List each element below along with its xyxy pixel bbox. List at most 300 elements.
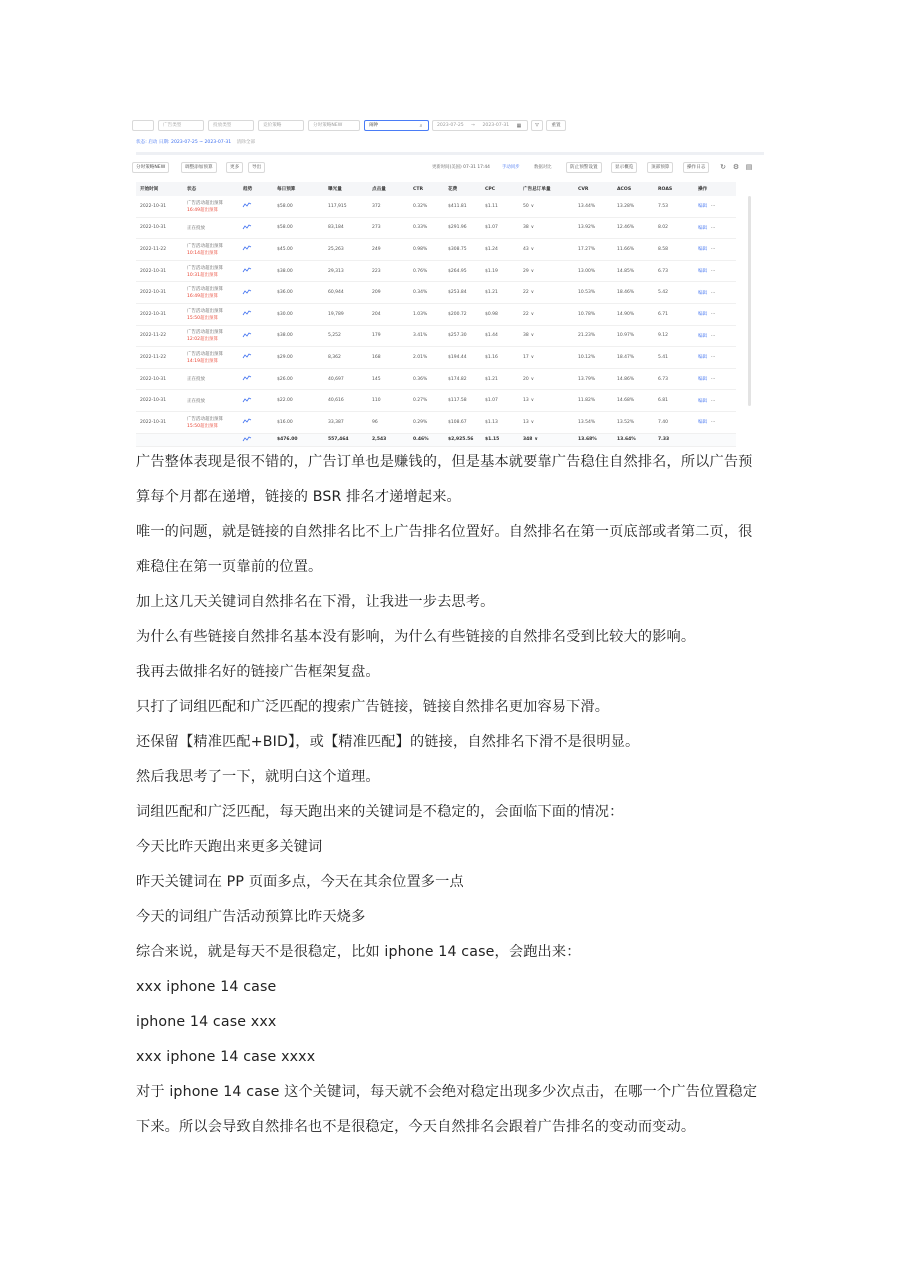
cell-cpc: $1.07 [481,390,519,412]
more-actions-icon[interactable]: ··· [711,269,716,275]
cell-operations [694,239,736,261]
cell-start-date: 2022-10-31 [136,303,183,325]
more-actions-icon[interactable]: ··· [711,355,716,361]
more-actions-icon[interactable]: ··· [711,377,716,383]
cell-start-date: 2022-10-31 [136,217,183,239]
cell-status [183,196,239,217]
trend-chart-icon[interactable] [243,310,251,316]
ad-type-select[interactable]: 广告类型 [158,120,204,131]
edit-link[interactable]: 编辑 [698,225,707,231]
ad-console-screenshot [136,114,764,443]
cell-acos: 14.86% [613,368,654,390]
total-roas: 7.33 [654,433,694,446]
status-text: 广告活动超出预算 [187,243,223,249]
batch-budget-button[interactable]: 调整添加预算 [181,162,217,173]
cell-orders [519,390,574,412]
cell-start-date: 2022-10-31 [136,260,183,282]
orders-expand-icon[interactable]: ∨ [530,225,535,231]
edit-link[interactable]: 编辑 [698,333,707,339]
status-over-budget-time: 14:19超出预算 [187,358,218,364]
cell-cvr: 13.44% [574,196,613,217]
cell-spend: $108.67 [444,411,481,433]
col-trend: 趋势 [239,182,273,196]
cell-daily-budget: $22.00 [273,390,324,412]
cell-acos: 14.85% [613,260,654,282]
cell-clicks: 249 [368,239,409,261]
cell-trend[interactable] [239,347,273,369]
orders-value: 13 [523,398,529,404]
section-divider [136,152,764,155]
cell-status [183,325,239,347]
total-cvr: 13.68% [574,433,613,446]
article-paragraph-2: 唯一的问题，就是链接的自然排名比不上广告排名位置好。自然排名在第一页底部或者第二页，很难稳住在第一页靠前的位置。 [136,524,753,575]
cell-cpc: $1.21 [481,368,519,390]
cell-operations [694,411,736,433]
cell-operations [694,196,736,217]
cell-start-date: 2022-10-31 [136,411,183,433]
status-text: 广告活动超出预算 [187,287,223,293]
cell-cpc: $0.98 [481,303,519,325]
total-acos: 13.64% [613,433,654,446]
trend-chart-icon[interactable] [243,267,251,273]
cell-acos: 12.46% [613,217,654,239]
table-row[interactable] [136,217,736,239]
time-strategy-button[interactable]: 分时策略NEW [132,162,169,173]
cell-roas: 9.12 [654,325,694,347]
cell-cpc: $1.19 [481,260,519,282]
col-cpc[interactable]: CPC [481,182,519,196]
more-actions-icon[interactable]: ··· [711,333,716,339]
cell-clicks: 110 [368,390,409,412]
cell-cvr: 13.00% [574,260,613,282]
show-overview-button[interactable]: 显示概览 [611,162,637,173]
article-paragraph-1: 广告整体表现是很不错的，广告订单也是赚钱的，但是基本就要靠广告稳住自然排名，所以广告预算每个月都在递增，链接的 BSR 排名才递增起来。 [136,454,753,505]
cell-impressions: 5,252 [324,325,368,347]
active-filters-text: 状态: 启动 日期: 2023-07-25 ~ 2023-07-31 [136,140,232,145]
more-actions-icon[interactable]: ··· [711,225,716,231]
table-row[interactable] [136,239,736,261]
trend-chart-icon[interactable] [243,224,251,230]
cell-clicks: 168 [368,347,409,369]
cell-cpc: $1.24 [481,239,519,261]
date-start: 2023-07-25 [437,123,464,128]
manual-sync-link[interactable]: 手动同步 [502,165,520,170]
more-actions-icon[interactable]: ··· [711,247,716,253]
col-spend[interactable]: 花费 [444,182,481,196]
cell-status [183,411,239,433]
status-text: 正在投放 [187,225,205,231]
cell-spend: $117.58 [444,390,481,412]
cell-impressions: 117,915 [324,196,368,217]
cell-cvr: 13.92% [574,217,613,239]
cell-daily-budget: $16.00 [273,411,324,433]
total-daily-budget: $476.00 [273,433,324,446]
cell-spend: $200.72 [444,303,481,325]
cell-cvr: 17.27% [574,239,613,261]
status-text: 广告活动超出预算 [187,308,223,314]
cell-daily-budget: $58.00 [273,217,324,239]
cell-roas: 7.40 [654,411,694,433]
edit-link[interactable]: 编辑 [698,290,707,296]
cell-roas: 7.53 [654,196,694,217]
calendar-icon: ▦ [516,123,522,129]
top-budget-button[interactable]: 顶部预算 [647,162,673,173]
search-icon[interactable]: ⌕ [419,123,423,129]
status-text: 广告活动超出预算 [187,200,223,206]
orders-value: 29 [523,268,529,274]
cell-orders [519,368,574,390]
cell-operations [694,260,736,282]
table-row[interactable] [136,196,736,217]
cell-trend[interactable] [239,260,273,282]
orders-expand-icon[interactable]: ∨ [530,333,535,339]
orders-expand-icon[interactable]: ∨ [530,376,535,382]
cell-start-date: 2022-10-31 [136,368,183,390]
cell-spend: $291.96 [444,217,481,239]
table-row[interactable] [136,282,736,304]
cell-status [183,347,239,369]
cell-cvr: 21.23% [574,325,613,347]
cell-impressions: 83,184 [324,217,368,239]
cell-ctr: 0.36% [409,368,444,390]
trend-chart-icon[interactable] [243,202,251,208]
refresh-icon[interactable]: ↻ [720,163,726,171]
col-clicks[interactable]: 点击量 [368,182,409,196]
article-paragraph-13: 综合来说，就是每天不是很稳定，比如 iphone 14 case，会跑出来： [136,944,581,960]
total-spend: $2,925.56 [444,433,481,446]
cell-trend[interactable] [239,368,273,390]
edit-link[interactable]: 编辑 [698,269,707,275]
status-over-budget-time: 12:02超出预算 [187,337,218,343]
cell-ctr: 1.03% [409,303,444,325]
cell-impressions: 8,362 [324,347,368,369]
cell-trend[interactable] [239,217,273,239]
cell-impressions: 29,313 [324,260,368,282]
article-paragraph-16: xxx iphone 14 case xxxx [136,1049,316,1065]
cell-daily-budget: $29.00 [273,347,324,369]
status-over-budget-time: 15:50超出预算 [187,423,218,429]
status-over-budget-time: 10:14超出预算 [187,250,218,256]
cell-trend[interactable] [239,390,273,412]
edit-link[interactable]: 编辑 [698,312,707,318]
cell-roas: 6.81 [654,390,694,412]
total-ctr: 0.46% [409,433,444,446]
cell-cvr: 11.82% [574,390,613,412]
col-start-time[interactable]: 开始时间 [136,182,183,196]
columns-icon[interactable]: ▤ [745,163,753,171]
article-paragraph-11: 昨天关键词在 PP 页面多点，今天在其余位置多一点 [136,874,464,890]
cell-orders [519,282,574,304]
cell-start-date: 2022-10-31 [136,390,183,412]
edit-link[interactable]: 编辑 [698,377,707,383]
orders-value: 38 [523,225,529,231]
orders-value: 22 [523,311,529,317]
cell-trend[interactable] [239,282,273,304]
article-paragraph-17: 对于 iphone 14 case 这个关键词，每天就不会绝对稳定出现多少次点击，在哪一个广告位置稳定下来。所以会导致自然排名也不是很稳定，今天自然排名会跟着广告排名的变动而变动。 [136,1084,758,1135]
col-roas[interactable]: ROAS [654,182,694,196]
col-status: 状态 [183,182,239,196]
cell-clicks: 209 [368,282,409,304]
cell-impressions: 19,789 [324,303,368,325]
cell-trend[interactable] [239,196,273,217]
cell-daily-budget: $45.00 [273,239,324,261]
reset-button[interactable]: 重置 [546,120,566,131]
orders-expand-icon[interactable]: ∨ [530,419,535,425]
cell-trend[interactable] [239,325,273,347]
cell-ctr: 2.01% [409,347,444,369]
cell-trend[interactable] [239,303,273,325]
cell-clicks: 372 [368,196,409,217]
filter-bar [136,120,764,132]
cell-trend[interactable] [239,239,273,261]
article-paragraph-7: 还保留【精准匹配+BID】，或【精准匹配】的链接，自然排名下滑不是很明显。 [136,734,640,750]
orders-expand-icon[interactable]: ∨ [534,437,539,443]
compare-toggle[interactable]: 数据对比 [534,165,552,170]
cell-orders [519,347,574,369]
filter-select-first[interactable] [132,120,154,131]
cell-ctr: 0.98% [409,239,444,261]
cell-impressions: 25,263 [324,239,368,261]
cell-ctr: 0.32% [409,196,444,217]
orders-value: 50 [523,203,529,209]
orders-value: 38 [523,333,529,339]
article-paragraph-8: 然后我思考了一下，就明白这个道理。 [136,769,380,785]
orders-expand-icon[interactable]: ∨ [530,203,535,209]
cell-spend: $308.75 [444,239,481,261]
cell-cpc: $1.11 [481,196,519,217]
status-text: 广告活动超出预算 [187,416,223,422]
updated-time: 更新时间(美国) 07-31 17:44 [432,165,490,170]
more-button[interactable]: 更多 [226,162,243,173]
cell-clicks: 145 [368,368,409,390]
cell-operations [694,347,736,369]
cell-acos: 18.47% [613,347,654,369]
cell-ctr: 0.33% [409,217,444,239]
status-over-budget-time: 16:49超出预算 [187,294,218,300]
cell-clicks: 96 [368,411,409,433]
cell-operations [694,368,736,390]
orders-expand-icon[interactable]: ∨ [530,268,535,274]
more-actions-icon[interactable]: ··· [711,312,716,318]
cell-orders [519,325,574,347]
trend-chart-icon[interactable] [243,245,251,251]
total-clicks: 2,543 [368,433,409,446]
article-paragraph-12: 今天的词组广告活动预算比昨天烧多 [136,909,366,925]
cell-status [183,260,239,282]
article-paragraph-15: iphone 14 case xxx [136,1014,277,1030]
orders-value: 17 [523,354,529,360]
more-actions-icon[interactable]: ··· [711,398,716,404]
cell-start-date: 2022-10-31 [136,196,183,217]
orders-value: 43 [523,246,529,252]
orders-value: 13 [523,419,529,425]
trend-chart-icon[interactable] [243,375,251,381]
edit-link[interactable]: 编辑 [698,355,707,361]
operation-log-button[interactable]: 操作日志 [683,162,709,173]
table-header-row [136,182,736,196]
status-text: 广告活动超出预算 [187,330,223,336]
cell-operations [694,325,736,347]
cell-start-date: 2022-11-22 [136,347,183,369]
more-actions-icon[interactable]: ··· [711,204,716,210]
active-filters [136,139,255,145]
article-paragraph-14: xxx iphone 14 case [136,979,277,995]
export-button[interactable]: 导出 [248,162,265,173]
cell-ctr: 3.41% [409,325,444,347]
table-row[interactable] [136,260,736,282]
trend-chart-icon[interactable] [243,418,251,424]
delivery-type-select[interactable]: 投放类型 [208,120,254,131]
cell-acos: 14.68% [613,390,654,412]
cell-status [183,368,239,390]
col-daily-budget[interactable]: 每日预算 [273,182,324,196]
clear-all-link[interactable]: 清除全部 [236,140,256,145]
edit-link[interactable]: 编辑 [698,247,707,253]
status-over-budget-time: 15:50超出预算 [187,315,218,321]
cell-orders [519,196,574,217]
date-range-picker[interactable]: 2023-07-25 → 2023-07-31 [432,120,528,131]
article-paragraph-4: 为什么有些链接自然排名基本没有影响，为什么有些链接的自然排名受到比较大的影响。 [136,629,696,645]
col-impressions[interactable]: 曝光量 [324,182,368,196]
status-over-budget-time: 16:49超出预算 [187,207,218,213]
cell-roas: 5.42 [654,282,694,304]
table-row[interactable] [136,347,736,369]
search-input[interactable]: 闹钟 [364,120,429,131]
cell-clicks: 273 [368,217,409,239]
table-scrollbar[interactable] [748,196,751,406]
date-end: 2023-07-31 [482,123,510,128]
trend-chart-icon[interactable] [243,332,251,338]
cell-acos: 13.52% [613,411,654,433]
trend-chart-icon[interactable] [243,397,251,403]
edit-link[interactable]: 编辑 [698,420,707,426]
cell-acos: 14.90% [613,303,654,325]
cell-clicks: 179 [368,325,409,347]
col-acos[interactable]: ACOS [613,182,654,196]
cell-operations [694,217,736,239]
article-paragraph-5: 我再去做排名好的链接广告框架复盘。 [136,664,380,680]
table-row[interactable] [136,303,736,325]
gear-icon[interactable]: ⚙ [732,163,740,171]
edit-link[interactable]: 编辑 [698,398,707,404]
cell-spend: $257.30 [444,325,481,347]
cell-spend: $264.95 [444,260,481,282]
budget-alert-button[interactable]: 防止预警设置 [566,162,602,173]
cell-cpc: $1.16 [481,347,519,369]
cell-daily-budget: $30.00 [273,303,324,325]
filter-funnel-button[interactable]: ▽ [531,120,543,131]
orders-expand-icon[interactable]: ∨ [530,354,535,360]
cell-cpc: $1.21 [481,282,519,304]
status-over-budget-time: 10:31超出预算 [187,272,218,278]
col-ctr[interactable]: CTR [409,182,444,196]
cell-status [183,217,239,239]
cell-start-date: 2022-11-22 [136,239,183,261]
cell-trend[interactable] [239,411,273,433]
cell-daily-budget: $38.00 [273,260,324,282]
col-cvr[interactable]: CVR [574,182,613,196]
campaign-table [136,182,736,447]
cell-daily-budget: $58.00 [273,196,324,217]
cell-roas: 6.73 [654,260,694,282]
more-actions-icon[interactable]: ··· [711,290,716,296]
cell-operations [694,282,736,304]
cell-cpc: $1.44 [481,325,519,347]
cell-ctr: 0.29% [409,411,444,433]
cell-orders [519,239,574,261]
table-row[interactable] [136,325,736,347]
cell-cvr: 10.12% [574,347,613,369]
orders-expand-icon[interactable]: ∨ [530,246,535,252]
cell-daily-budget: $26.00 [273,368,324,390]
status-text: 广告活动超出预算 [187,351,223,357]
trend-chart-icon[interactable] [243,436,251,442]
status-text: 正在投放 [187,377,205,383]
cell-spend: $411.81 [444,196,481,217]
cell-acos: 10.97% [613,325,654,347]
cell-roas: 6.71 [654,303,694,325]
table-row[interactable] [136,411,736,433]
cell-impressions: 40,697 [324,368,368,390]
trend-chart-icon[interactable] [243,289,251,295]
article-paragraph-3: 加上这几天关键词自然排名在下滑，让我进一步去思考。 [136,594,495,610]
cell-status [183,282,239,304]
cell-acos: 18.46% [613,282,654,304]
cell-ctr: 0.34% [409,282,444,304]
total-impressions: 557,464 [324,433,368,446]
more-actions-icon[interactable]: ··· [711,420,716,426]
table-row[interactable] [136,368,736,390]
cell-cvr: 13.54% [574,411,613,433]
cell-cvr: 10.53% [574,282,613,304]
cell-roas: 5.41 [654,347,694,369]
cell-daily-budget: $38.00 [273,325,324,347]
cell-status [183,303,239,325]
time-strategy-select[interactable]: 分时策略NEW [308,120,360,131]
cell-cvr: 13.79% [574,368,613,390]
table-body [136,196,736,446]
cell-clicks: 204 [368,303,409,325]
cell-acos: 13.28% [613,196,654,217]
cell-roas: 8.02 [654,217,694,239]
article-paragraph-10: 今天比昨天跑出来更多关键词 [136,839,323,855]
edit-link[interactable]: 编辑 [698,204,707,210]
status-text: 广告活动超出预算 [187,265,223,271]
cell-start-date: 2022-10-31 [136,282,183,304]
article-paragraph-9: 词组匹配和广泛匹配，每天跑出来的关键词是不稳定的，会面临下面的情况： [136,804,624,820]
cell-start-date: 2022-11-22 [136,325,183,347]
table-toolbar [136,162,764,174]
bid-strategy-select[interactable]: 竞价策略 [258,120,304,131]
orders-expand-icon[interactable]: ∨ [530,398,535,404]
cell-cpc: $1.07 [481,217,519,239]
col-orders[interactable]: 广告总订单量 [519,182,574,196]
col-operations: 操作 [694,182,736,196]
cell-ctr: 0.76% [409,260,444,282]
orders-value: 20 [523,376,529,382]
trend-chart-icon[interactable] [243,353,251,359]
cell-orders [519,303,574,325]
orders-expand-icon[interactable]: ∨ [530,290,535,296]
cell-cpc: $1.13 [481,411,519,433]
table-row[interactable] [136,390,736,412]
cell-spend: $174.82 [444,368,481,390]
orders-expand-icon[interactable]: ∨ [530,311,535,317]
cell-impressions: 60,944 [324,282,368,304]
orders-value: 22 [523,290,529,296]
cell-ctr: 0.27% [409,390,444,412]
cell-impressions: 40,616 [324,390,368,412]
